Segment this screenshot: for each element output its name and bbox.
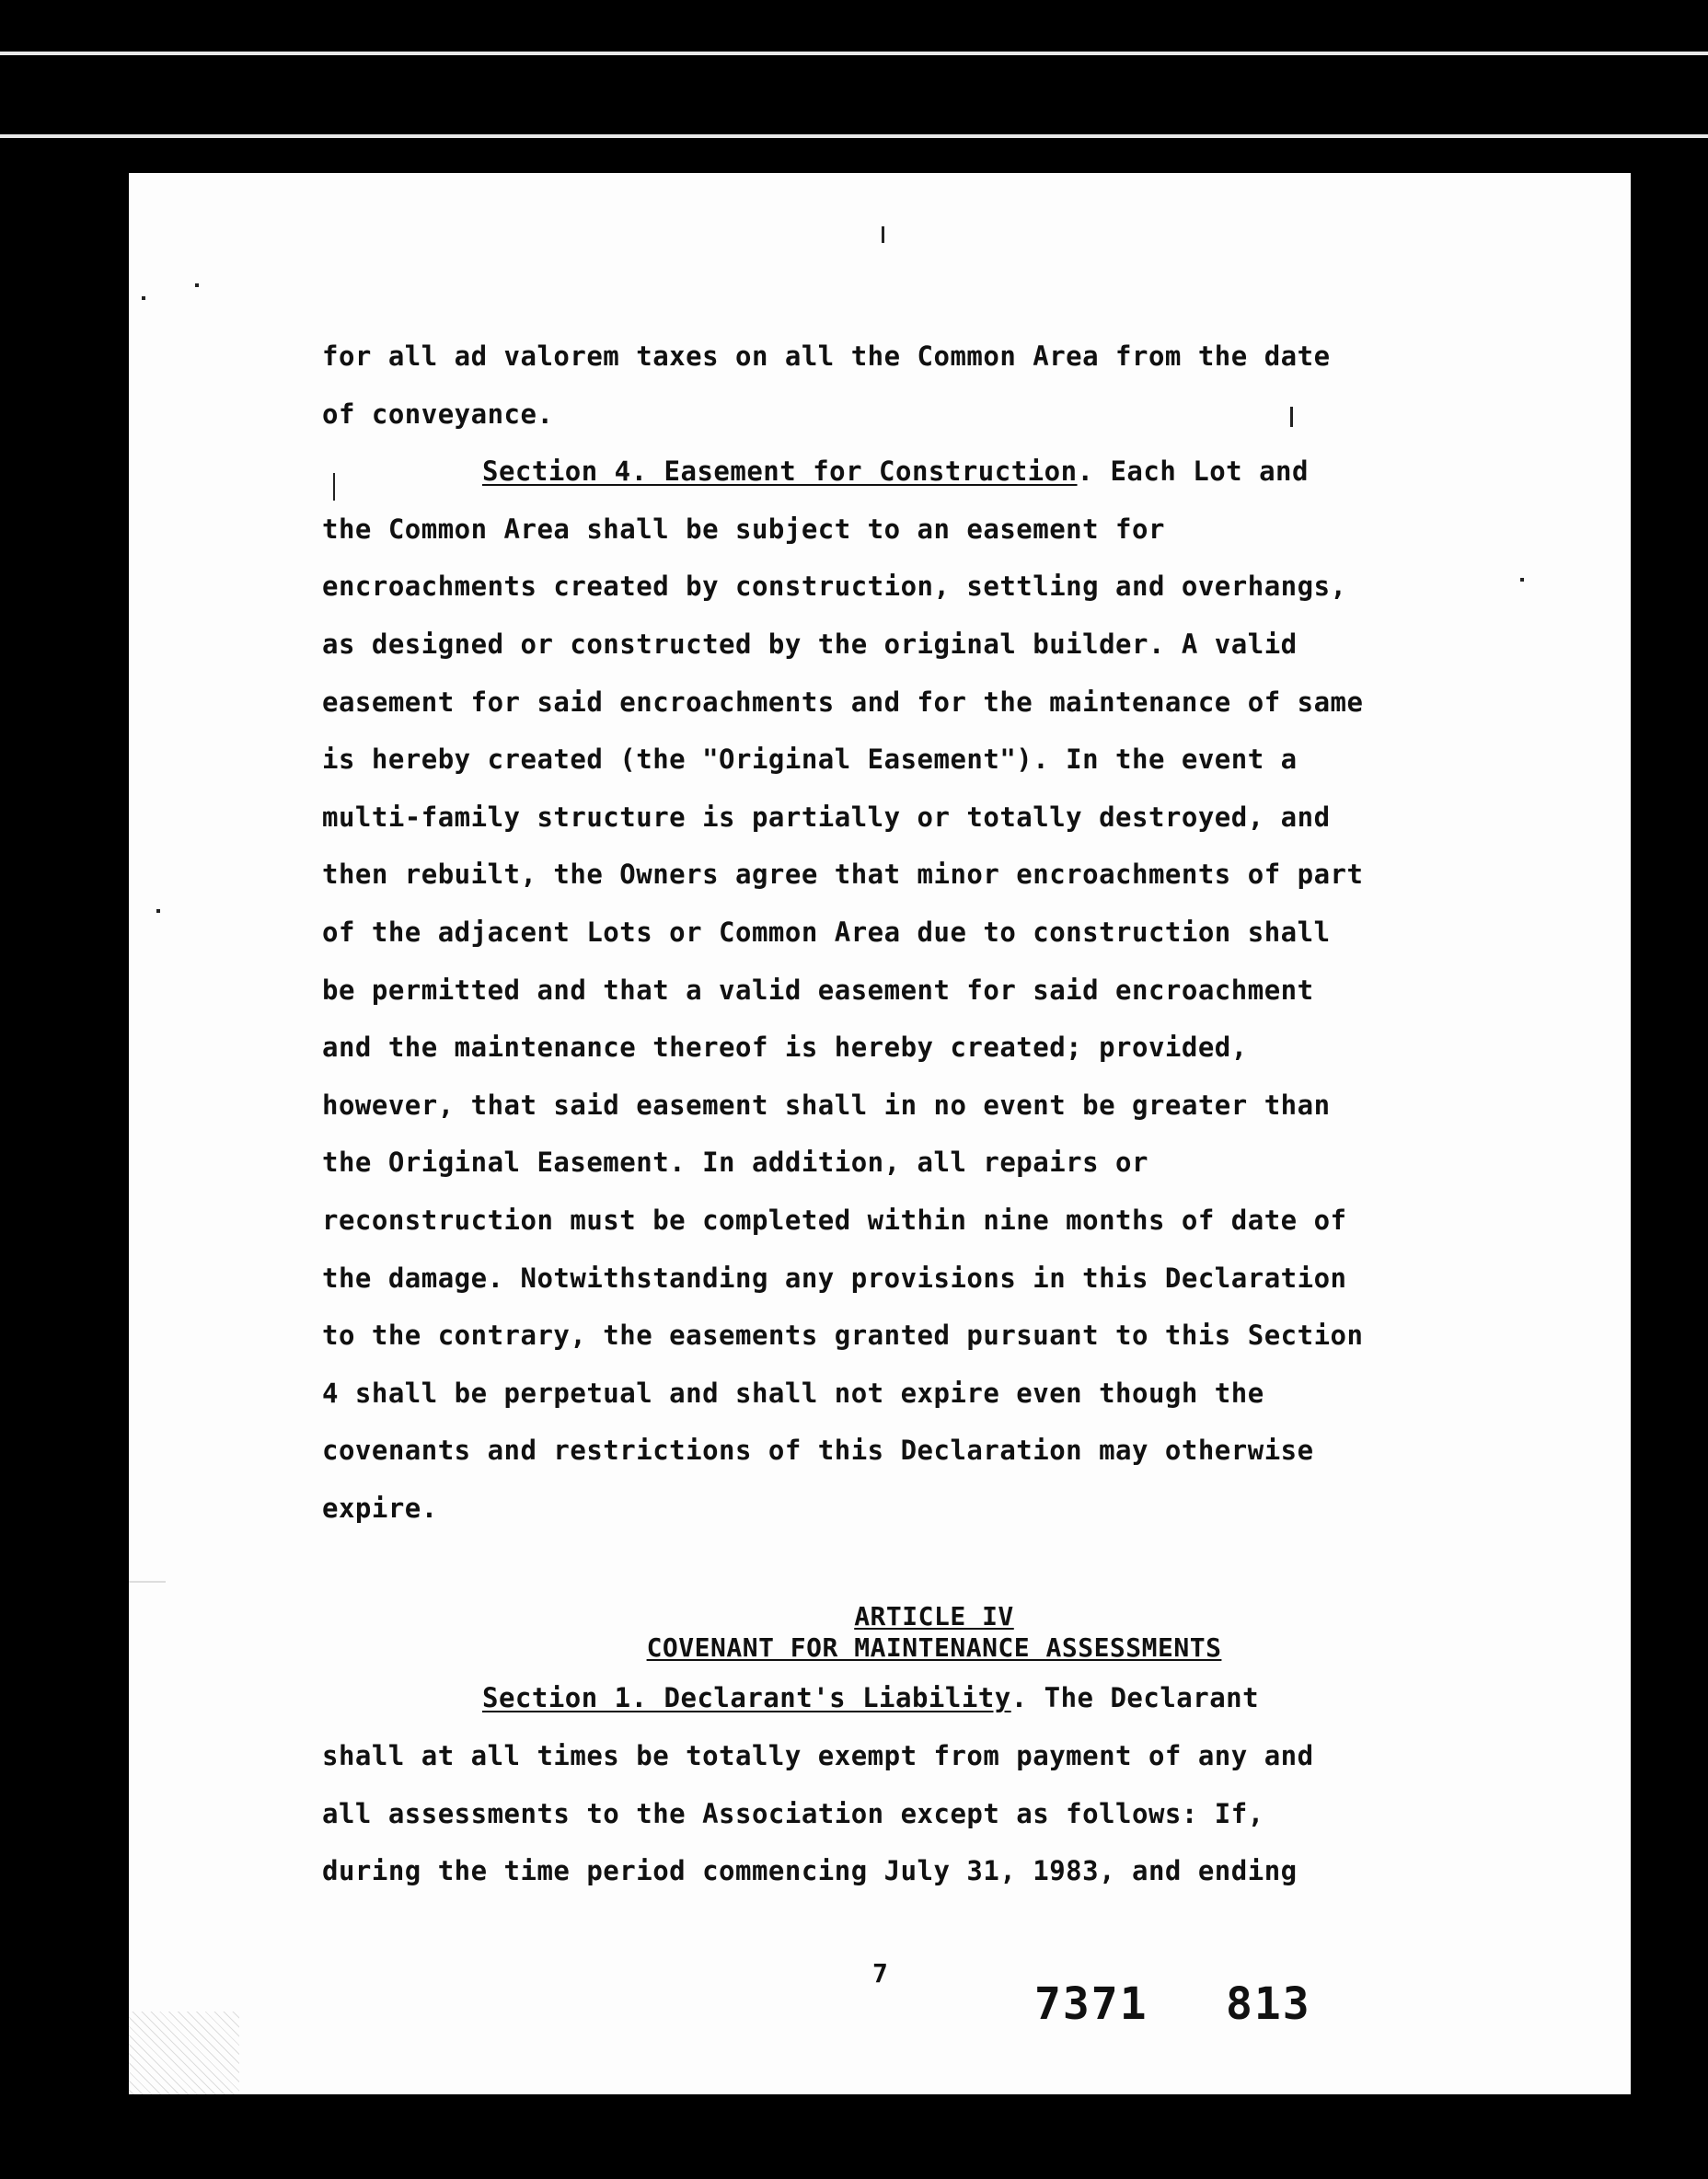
scan-speck	[882, 226, 884, 243]
body-line: encroachments created by construction, settling and overhangs,	[322, 571, 1347, 603]
body-line: reconstruction must be completed within nine months of date of	[322, 1204, 1347, 1236]
section-1-heading: Section 1. Declarant's Liability	[482, 1682, 1011, 1714]
document-page	[129, 173, 1631, 2094]
body-line: however, that said easement shall in no event be greater than	[322, 1089, 1331, 1121]
section-1-first-line-rest: . The Declarant	[1010, 1682, 1260, 1714]
body-line: for all ad valorem taxes on all the Common Area from the date	[322, 340, 1331, 372]
body-line: then rebuilt, the Owners agree that minor encroachments of part	[322, 859, 1364, 891]
scan-speck	[129, 1581, 166, 1583]
article-number: ARTICLE IV	[854, 1601, 1014, 1632]
section-1-first-line	[322, 1669, 1546, 1727]
body-line: is hereby created (the "Original Easement"). In the event a	[322, 744, 1298, 776]
scan-speck	[156, 909, 160, 913]
body-line: multi-family structure is partially or totally destroyed, and	[322, 801, 1331, 833]
scan-speck	[1520, 578, 1524, 582]
scan-speck	[333, 473, 335, 501]
scan-speck	[142, 296, 145, 300]
scan-speck	[195, 283, 199, 287]
body-line: covenants and restrictions of this Declaration may otherwise	[322, 1435, 1314, 1467]
body-line: shall at all times be totally exempt from payment of any and	[322, 1740, 1314, 1772]
section-4-first-line	[322, 443, 1546, 501]
recording-stamp-book: 7371	[1034, 1978, 1148, 2030]
body-line: expire.	[322, 1492, 438, 1524]
article-title: COVENANT FOR MAINTENANCE ASSESSMENTS	[646, 1632, 1222, 1664]
body-line: during the time period commencing July 31, 1983, and ending	[322, 1855, 1298, 1887]
section-4-first-line-rest: . Each Lot and	[1077, 455, 1309, 488]
scan-edge-noise	[129, 2012, 239, 2094]
scanner-band-line-bottom	[0, 134, 1708, 138]
body-line: the damage. Notwithstanding any provisions in this Declaration	[322, 1262, 1347, 1294]
body-line: be permitted and that a valid easement for said encroachment	[322, 974, 1314, 1006]
scan-speck	[1290, 407, 1293, 427]
spacer	[322, 1537, 1546, 1601]
body-line: of the adjacent Lots or Common Area due to construction shall	[322, 916, 1331, 948]
body-line: of conveyance.	[322, 398, 554, 430]
body-line: as designed or constructed by the original builder. A valid	[322, 628, 1298, 660]
body-line: the Common Area shall be subject to an easement for	[322, 513, 1165, 545]
body-line: 4 shall be perpetual and shall not expire even though the	[322, 1377, 1264, 1409]
body-line: all assessments to the Association except as follows: If,	[322, 1797, 1264, 1829]
recording-stamp-page: 813	[1226, 1978, 1311, 2030]
section-4-heading: Section 4. Easement for Construction	[482, 455, 1078, 488]
document-body	[322, 328, 1546, 1900]
body-line: the Original Easement. In addition, all repairs or	[322, 1147, 1148, 1179]
body-line: easement for said encroachments and for the maintenance of same	[322, 686, 1364, 718]
body-line: to the contrary, the easements granted pursuant to this Section	[322, 1320, 1364, 1352]
page-number: 7	[872, 1958, 888, 1989]
scanner-band-line-top	[0, 52, 1708, 55]
body-line: and the maintenance thereof is hereby created; provided,	[322, 1032, 1248, 1064]
